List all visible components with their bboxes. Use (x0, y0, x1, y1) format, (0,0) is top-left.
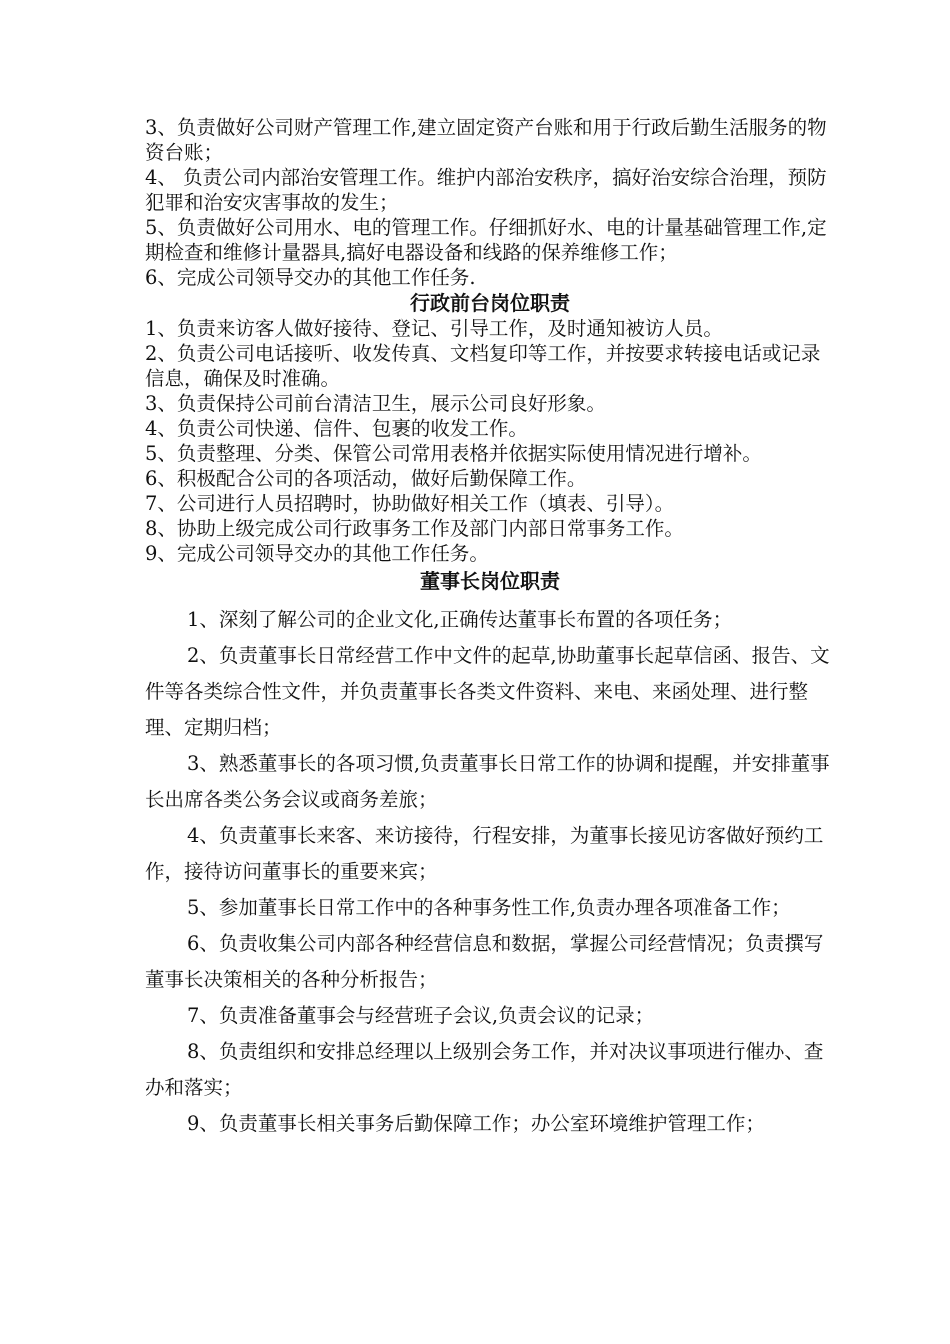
section-chairman-duties (145, 602, 835, 1142)
duty-item: 5、负责整理、分类、保管公司常用表格并依据实际使用情况进行增补。 (145, 442, 762, 465)
duty-item: 8、协助上级完成公司行政事务工作及部门内部日常事务工作。 (145, 517, 684, 540)
duty-item: 2、负责公司电话接听、收发传真、文档复印等工作，并按要求转接电话或记录信息，确保及时准确。 (145, 342, 821, 390)
duty-item: 5、参加董事长日常工作中的各种事务性工作,负责办理各项准备工作； (187, 896, 791, 919)
duty-item: 6、积极配合公司的各项活动，做好后勤保障工作。 (145, 467, 587, 490)
duty-item: 4、 负责公司内部治安管理工作。维护内部治安秩序，搞好治安综合治理，预防犯罪和治安灾害事故的发生； (145, 166, 827, 214)
duty-item: 7、负责准备董事会与经营班子会议,负责会议的记录； (187, 1004, 655, 1027)
duty-item: 3、负责做好公司财产管理工作,建立固定资产台账和用于行政后勤生活服务的物资台账； (145, 116, 827, 164)
duty-item: 8、负责组织和安排总经理以上级别会务工作，并对决议事项进行催办、查办和落实； (145, 1040, 824, 1099)
duty-item: 2、负责董事长日常经营工作中文件的起草,协助董事长起草信函、报告、文件等各类综合性文件，并负责董事长各类文件资料、来电、来函处理、进行整理、定期归档； (145, 644, 830, 739)
duty-item: 4、负责公司快递、信件、包裹的收发工作。 (145, 417, 528, 440)
section-front-desk-duties (145, 316, 835, 566)
duty-item: 1、负责来访客人做好接待、登记、引导工作，及时通知被访人员。 (145, 317, 723, 340)
document-page (145, 115, 835, 1142)
duty-item: 9、负责董事长相关事务后勤保障工作；办公室环境维护管理工作； (187, 1112, 765, 1135)
duty-item: 1、深刻了解公司的企业文化,正确传达董事长布置的各项任务； (187, 608, 733, 631)
duty-item: 6、负责收集公司内部各种经营信息和数据，掌握公司经营情况；负责撰写董事长决策相关的各种分析报告； (145, 932, 824, 991)
duty-item: 7、公司进行人员招聘时，协助做好相关工作（填表、引导）。 (145, 492, 675, 515)
section-title-front-desk: 行政前台岗位职责 (410, 291, 570, 315)
section-title-chairman: 董事长岗位职责 (420, 569, 560, 593)
duty-item: 4、负责董事长来客、来访接待，行程安排，为董事长接见访客做好预约工作，接待访问董事长的重要来宾； (145, 824, 824, 883)
duty-item: 9、完成公司领导交办的其他工作任务。 (145, 542, 489, 565)
duty-item: 6、完成公司领导交办的其他工作任务. (145, 266, 476, 289)
duty-item: 3、负责保持公司前台清洁卫生，展示公司良好形象。 (145, 392, 606, 415)
duty-item: 3、熟悉董事长的各项习惯,负责董事长日常工作的协调和提醒，并安排董事长出席各类公务会议或商务差旅； (145, 752, 830, 811)
section-admin-duties-continued (145, 115, 835, 290)
duty-item: 5、负责做好公司用水、电的管理工作。仔细抓好水、电的计量基础管理工作,定期检查和维修计量器具,搞好电器设备和线路的保养维修工作； (145, 216, 827, 264)
